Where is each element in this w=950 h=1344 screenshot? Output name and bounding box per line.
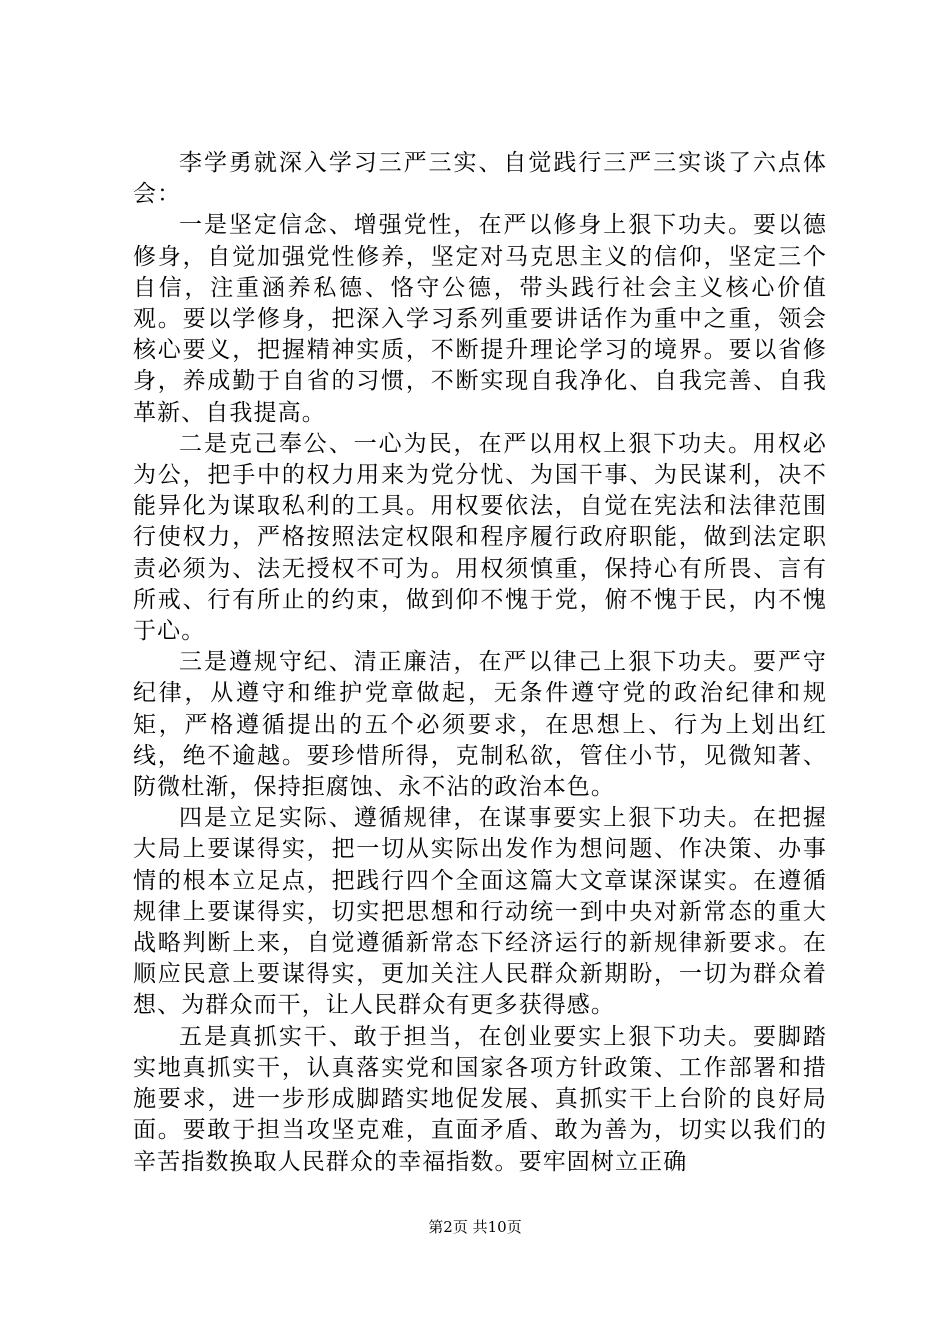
paragraph-point-2: 二是克己奉公、一心为民，在严以用权上狠下功夫。用权必为公，把手中的权力用来为党分忧、为国干事、为民谋利，决不能异化为谋取私利的工具。用权要依法，自觉在宪法和法律范围行使权力，严格按照法定权限和程序履行政府职能，做到法定职责必须为、法无授权不可为。用权须慎重，保持心有所畏、言有所戒、行有所止的约束，做到仰不愧于党，俯不愧于民，内不愧于心。 — [133, 430, 827, 645]
paragraph-point-1: 一是坚定信念、增强党性，在严以修身上狠下功夫。要以德修身，自觉加强党性修养，坚定对马克思主义的信仰，坚定三个自信，注重涵养私德、恪守公德，带头践行社会主义核心价值观。要以学修身，把深入学习系列重要讲话作为重中之重，领会核心要义，把握精神实质，不断提升理论学习的境界。要以省修身，养成勤于自省的习惯，不断实现自我净化、自我完善、自我革新、自我提高。 — [133, 212, 827, 426]
paragraph-intro: 李学勇就深入学习三严三实、自觉践行三严三实谈了六点体会： — [133, 150, 827, 208]
document-body — [133, 148, 827, 1178]
paragraph-point-5: 五是真抓实干、敢于担当，在创业要实上狠下功夫。要脚踏实地真抓实干，认真落实党和国家各项方针政策、工作部署和措施要求，进一步形成脚踏实地促发展、真抓实干上台阶的良好局面。要敢于担当攻坚克难，直面矛盾、敢为善为，切实以我们的辛苦指数换取人民群众的幸福指数。要牢固树立正确 — [133, 1023, 827, 1175]
page-number-label: 第2页 共10页 — [428, 1218, 522, 1236]
paragraph-point-4: 四是立足实际、遵循规律，在谋事要实上狠下功夫。在把握大局上要谋得实，把一切从实际出发作为想问题、作决策、办事情的根本立足点，把践行四个全面这篇大文章谋深谋实。在遵循规律上要谋得实，切实把思想和行动统一到中央对新常态的重大战略判断上来，自觉遵循新常态下经济运行的新规律新要求。在顺应民意上要谋得实，更加关注人民群众新期盼，一切为群众着想、为群众而干，让人民群众有更多获得感。 — [133, 805, 827, 1019]
page-footer — [0, 1217, 950, 1237]
paragraph-point-3: 三是遵规守纪、清正廉洁，在严以律己上狠下功夫。要严守纪律，从遵守和维护党章做起，无条件遵守党的政治纪律和规矩，严格遵循提出的五个必须要求，在思想上、行为上划出红线，绝不逾越。要珍惜所得，克制私欲，管住小节，见微知著、防微杜渐，保持拒腐蚀、永不沾的政治本色。 — [133, 649, 827, 801]
